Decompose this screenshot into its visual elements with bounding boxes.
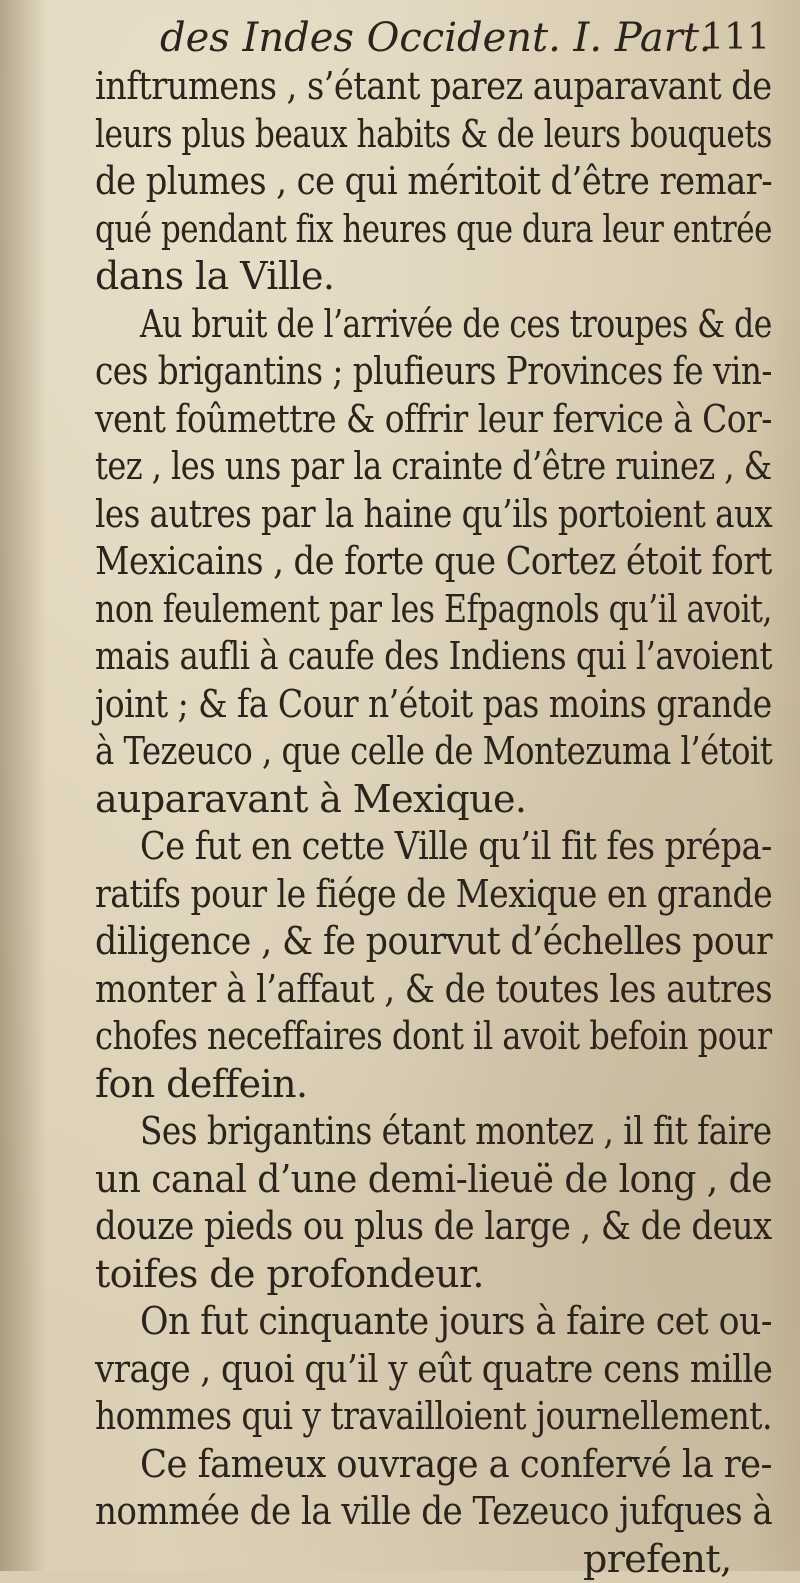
text-line: tez , les uns par la crainte d’être ruinez , & [95, 444, 772, 488]
catchword: prefent, [583, 1536, 732, 1581]
text-line: fon deffein. [95, 1061, 308, 1106]
text-line: diligence , & fe pourvut d’échelles pour [95, 919, 773, 963]
text-line: nommée de la ville de Tezeuco jufques à [95, 1489, 773, 1533]
text-line: douze pieds ou plus de large , & de deux [95, 1204, 772, 1248]
paragraph-start-line: Au bruit de l’arrivée de ces troupes & de [140, 301, 772, 346]
running-head-title: des Indes Occident. I. Part. [160, 15, 712, 61]
text-line: toifes de profondeur. [95, 1251, 484, 1296]
text-line: les autres par la haine qu’ils portoient aux [95, 491, 773, 536]
text-line: chofes neceffaires dont il avoit befoin pour [95, 1014, 772, 1058]
text-line: non feulement par les Efpagnols qu’il avoit, [95, 586, 772, 631]
paragraph-start-line: Ce fameux ouvrage a confervé la re- [140, 1441, 772, 1486]
text-line: monter à l’affaut , & de toutes les autres [95, 966, 773, 1011]
text-line: vent foûmettre & offrir leur fervice à Cor- [95, 396, 772, 441]
text-line: Mexicains , de forte que Cortez étoit fort [95, 539, 772, 583]
text-line: à Tezeuco , que celle de Montezuma l’étoit [95, 729, 773, 773]
text-line: qué pendant fix heures que dura leur entrée [95, 206, 772, 251]
paragraph-start-line: Ce fut en cette Ville qu’il fit fes prépa- [140, 824, 772, 868]
text-line: ces brigantins ; plufieurs Provinces fe vin- [95, 349, 772, 393]
text-line: joint ; & fa Cour n’étoit pas moins grande [95, 681, 772, 726]
text-line: un canal d’une demi-lieuë de long , de [95, 1156, 772, 1201]
text-line: mais aufli à caufe des Indiens qui l’avoient [95, 634, 772, 678]
text-line: leurs plus beaux habits & de leurs bouquets [95, 111, 772, 156]
text-line: de plumes , ce qui méritoit d’être remar- [95, 159, 773, 203]
text-line: auparavant à Mexique. [95, 776, 527, 821]
text-line: hommes qui y travailloient journellement. [95, 1394, 772, 1438]
text-line: ratifs pour le fiége de Mexique en grande [95, 871, 773, 916]
text-line: dans la Ville. [95, 254, 335, 298]
text-line: inftrumens , s’étant parez auparavant de [95, 64, 772, 108]
text-line: vrage , quoi qu’il y eût quatre cens mille [95, 1346, 773, 1391]
paragraph-start-line: On fut cinquante jours à faire cet ou- [140, 1299, 772, 1343]
page-number: 111 [701, 17, 770, 58]
paragraph-start-line: Ses brigantins étant montez , il fit faire [140, 1109, 772, 1153]
